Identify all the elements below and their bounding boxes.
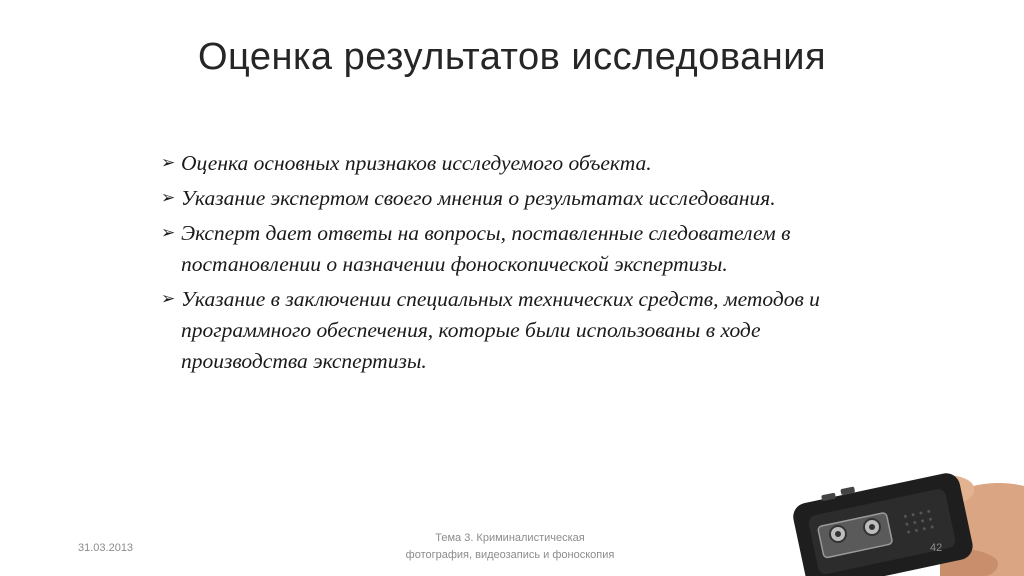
page-number: 42 (930, 542, 943, 554)
arrowhead-bullet-icon: ➢ (161, 153, 176, 173)
bullet-item (160, 148, 850, 179)
bullet-item (160, 284, 850, 377)
arrowhead-bullet-icon: ➢ (161, 223, 176, 243)
bullet-text: Указание в заключении специальных технических средств, методов и программного обеспечения, которые были использованы в ходе производства экспертизы. (181, 287, 820, 373)
bullet-item (160, 183, 850, 214)
footer-topic-line: Тема 3. Криминалистическая (435, 532, 585, 544)
bullet-item (160, 218, 850, 280)
footer-topic-line: фотография, видеозапись и фоноскопия (405, 549, 615, 561)
bullet-text: Указание экспертом своего мнения о результатах исследования. (181, 186, 776, 210)
arrowhead-bullet-icon: ➢ (161, 289, 176, 309)
voice-recorder-image (790, 462, 1024, 576)
footer-date: 31.03.2013 (78, 542, 134, 554)
footer-topic (390, 530, 630, 564)
bullet-text: Оценка основных признаков исследуемого объекта. (181, 151, 652, 175)
slide-title: Оценка результатов исследования (197, 36, 827, 78)
arrowhead-bullet-icon: ➢ (161, 188, 176, 208)
bullet-list (160, 148, 850, 381)
bullet-text: Эксперт дает ответы на вопросы, поставленные следователем в постановлении о назначении фоноскопической экспертизы. (181, 221, 791, 276)
